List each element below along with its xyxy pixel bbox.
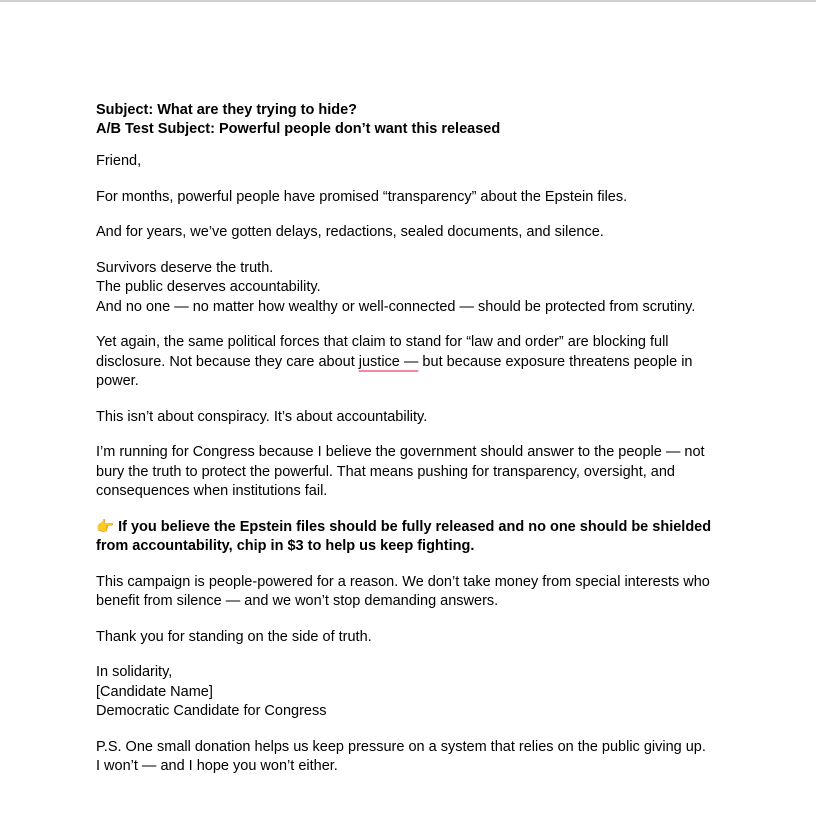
candidate-name: [Candidate Name]	[96, 683, 213, 700]
ps-line-1: P.S. One small donation helps us keep pressure on a system that relies on the public giving up.	[96, 738, 706, 755]
postscript	[96, 738, 726, 777]
spellcheck-flagged-word[interactable]: justice —	[358, 353, 419, 370]
paragraph-running: I’m running for Congress because I believe the government should answer to the people — not bury the truth to protect the powerful. That means pushing for transparency, oversight, and consequences when institutions fail.	[96, 444, 705, 499]
paragraph-people-powered: This campaign is people-powered for a reason. We don’t take money from special interests who benefit from silence — and we won’t stop demanding answers.	[96, 573, 710, 609]
email-document	[96, 101, 726, 793]
paragraph-delays: And for years, we’ve gotten delays, redactions, sealed documents, and silence.	[96, 224, 604, 240]
paragraph-political-forces	[96, 333, 726, 392]
paragraph-transparency: For months, powerful people have promised “transparency” about the Epstein files.	[96, 188, 628, 205]
subject-line: Subject: What are they trying to hide?	[96, 102, 358, 118]
forces-text-after: but because exposure threatens people in power.	[96, 353, 693, 389]
paragraph-deserves	[96, 259, 726, 318]
signoff: In solidarity,	[96, 664, 173, 680]
pointing-hand-icon: 👉	[96, 518, 115, 535]
signature-block	[96, 663, 726, 722]
paragraph-conspiracy: This isn’t about conspiracy. It’s about accountability.	[96, 408, 428, 425]
ps-line-2: I won’t — and I hope you won’t either.	[96, 758, 338, 774]
candidate-title: Democratic Candidate for Congress	[96, 703, 327, 719]
cta-text: If you believe the Epstein files should be fully released and no one should be shielded from accountability, chip in $3 to help us keep fighting.	[96, 518, 712, 554]
public-line: The public deserves accountability.	[96, 279, 321, 295]
survivors-line: Survivors deserve the truth.	[96, 259, 274, 276]
ab-test-subject-line: A/B Test Subject: Powerful people don’t want this released	[96, 121, 501, 137]
greeting: Friend,	[96, 153, 142, 169]
subject-block	[96, 101, 726, 139]
forces-text-before: Yet again, the same political forces that claim to stand for “law and order” are blocking full disclosure. Not because they care about	[96, 334, 669, 370]
call-to-action	[96, 518, 726, 557]
no-one-line: And no one — no matter how wealthy or well-connected — should be protected from scrutiny.	[96, 298, 696, 315]
paragraph-thanks: Thank you for standing on the side of truth.	[96, 628, 372, 645]
